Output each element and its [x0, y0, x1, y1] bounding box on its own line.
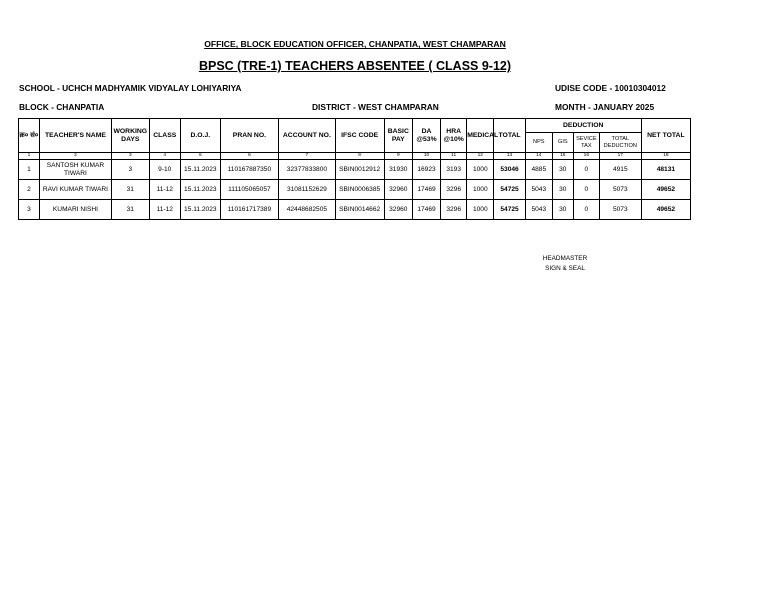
table-cell: 42448682505 [279, 200, 335, 220]
column-number-cell: 9 [384, 153, 412, 160]
table-cell: SBIN0012912 [335, 160, 384, 180]
office-heading: OFFICE, BLOCK EDUCATION OFFICER, CHANPATIA, WEST CHAMPARAN [204, 39, 506, 49]
column-number-cell: 11 [441, 153, 467, 160]
table-cell: 54725 [494, 180, 525, 200]
udise-code: UDISE CODE - 10010304012 [555, 83, 666, 93]
table-cell: 30 [552, 200, 573, 220]
table-cell: 53046 [494, 160, 525, 180]
table-cell: 5073 [599, 200, 641, 220]
table-cell: 1 [19, 160, 40, 180]
column-number-cell: 18 [641, 153, 690, 160]
table-cell: 5043 [525, 200, 552, 220]
table-cell: 111105065057 [220, 180, 279, 200]
col-header-class: CLASS [149, 119, 180, 153]
table-cell: 9-10 [149, 160, 180, 180]
table-cell: 3296 [441, 200, 467, 220]
column-number-cell: 16 [573, 153, 599, 160]
column-number-cell: 6 [220, 153, 279, 160]
col-header-service-tax: SEVICE TAX [573, 133, 599, 153]
column-number-cell: 10 [412, 153, 440, 160]
table-cell: 2 [19, 180, 40, 200]
table-cell: 4915 [599, 160, 641, 180]
col-header-gis: GIS [552, 133, 573, 153]
table-cell: 0 [573, 160, 599, 180]
table-cell: 3 [19, 200, 40, 220]
school-name: SCHOOL - UCHCH MADHYAMIK VIDYALAY LOHIYARIYA [19, 83, 242, 93]
district-name: DISTRICT - WEST CHAMPARAN [312, 102, 439, 112]
table-cell: 0 [573, 200, 599, 220]
table-cell: 32377833800 [279, 160, 335, 180]
col-header-working-days: WORKING DAYS [111, 119, 149, 153]
table-cell: 17469 [412, 180, 440, 200]
table-row [19, 160, 691, 180]
table-cell: 49652 [641, 180, 690, 200]
column-number-cell: 4 [149, 153, 180, 160]
column-number-cell: 17 [599, 153, 641, 160]
table-cell: 48131 [641, 160, 690, 180]
column-number-cell: 14 [525, 153, 552, 160]
table-cell: 54725 [494, 200, 525, 220]
table-cell: 3296 [441, 180, 467, 200]
column-number-cell: 5 [180, 153, 220, 160]
table-cell: 3193 [441, 160, 467, 180]
table-cell: 31930 [384, 160, 412, 180]
column-number-cell: 8 [335, 153, 384, 160]
teachers-table [18, 118, 691, 220]
table-cell: 1000 [467, 160, 494, 180]
sign-seal-label: SIGN & SEAL [545, 265, 585, 272]
table-cell: 3 [111, 160, 149, 180]
table-cell: 5043 [525, 180, 552, 200]
table-cell: 31081152629 [279, 180, 335, 200]
headmaster-label: HEADMASTER [542, 255, 588, 262]
table-cell: 15.11.2023 [180, 160, 220, 180]
table-cell: 15.11.2023 [180, 200, 220, 220]
column-number-cell: 12 [467, 153, 494, 160]
col-header-hra: HRA @10% [441, 119, 467, 153]
table-row [19, 200, 691, 220]
report-title: BPSC (TRE-1) TEACHERS ABSENTEE ( CLASS 9-12) [198, 59, 512, 73]
month-label: MONTH - JANUARY 2025 [555, 102, 655, 112]
column-number-cell: 13 [494, 153, 525, 160]
table-cell: 49652 [641, 200, 690, 220]
table-row [19, 180, 691, 200]
table-cell: 16923 [412, 160, 440, 180]
column-number-cell: 1 [19, 153, 40, 160]
col-header-pran: PRAN NO. [220, 119, 279, 153]
table-cell: 5073 [599, 180, 641, 200]
column-number-cell: 3 [111, 153, 149, 160]
col-header-account: ACCOUNT NO. [279, 119, 335, 153]
table-cell: SANTOSH KUMAR TIWARI [39, 160, 111, 180]
col-header-net-total: NET TOTAL [641, 119, 690, 153]
table-cell: RAVI KUMAR TIWARI [39, 180, 111, 200]
col-header-medical: MEDICAL [467, 119, 494, 153]
table-cell: SBIN0006385 [335, 180, 384, 200]
col-header-serial: क्र० सं० [19, 119, 40, 153]
table-cell: 15.11.2023 [180, 180, 220, 200]
col-header-total-deduction: TOTAL DEDUCTION [599, 133, 641, 153]
col-header-nps: NPS [525, 133, 552, 153]
table-cell: 31 [111, 200, 149, 220]
col-header-deduction: DEDUCTION [525, 119, 641, 133]
column-number-cell: 15 [552, 153, 573, 160]
block-name: BLOCK - CHANPATIA [19, 102, 105, 112]
col-header-name: TEACHER'S NAME [39, 119, 111, 153]
table-cell: 110167887350 [220, 160, 279, 180]
table-cell: 0 [573, 180, 599, 200]
col-header-basic-pay: BASIC PAY [384, 119, 412, 153]
table-cell: 110161717389 [220, 200, 279, 220]
column-number-row [19, 153, 691, 160]
table-cell: KUMARI NISHI [39, 200, 111, 220]
table-cell: 1000 [467, 180, 494, 200]
table-cell: 1000 [467, 200, 494, 220]
col-header-doj: D.O.J. [180, 119, 220, 153]
column-number-cell: 2 [39, 153, 111, 160]
table-cell: 4885 [525, 160, 552, 180]
column-number-cell: 7 [279, 153, 335, 160]
table-cell: 30 [552, 160, 573, 180]
col-header-total: TOTAL [494, 119, 525, 153]
table-cell: 11-12 [149, 180, 180, 200]
header-row [19, 119, 691, 133]
table-cell: 17469 [412, 200, 440, 220]
table-cell: 31 [111, 180, 149, 200]
table-cell: 11-12 [149, 200, 180, 220]
table-cell: 32960 [384, 180, 412, 200]
table-cell: 32960 [384, 200, 412, 220]
table-cell: SBIN0014662 [335, 200, 384, 220]
table-cell: 30 [552, 180, 573, 200]
col-header-ifsc: IFSC CODE [335, 119, 384, 153]
col-header-da: DA @53% [412, 119, 440, 153]
